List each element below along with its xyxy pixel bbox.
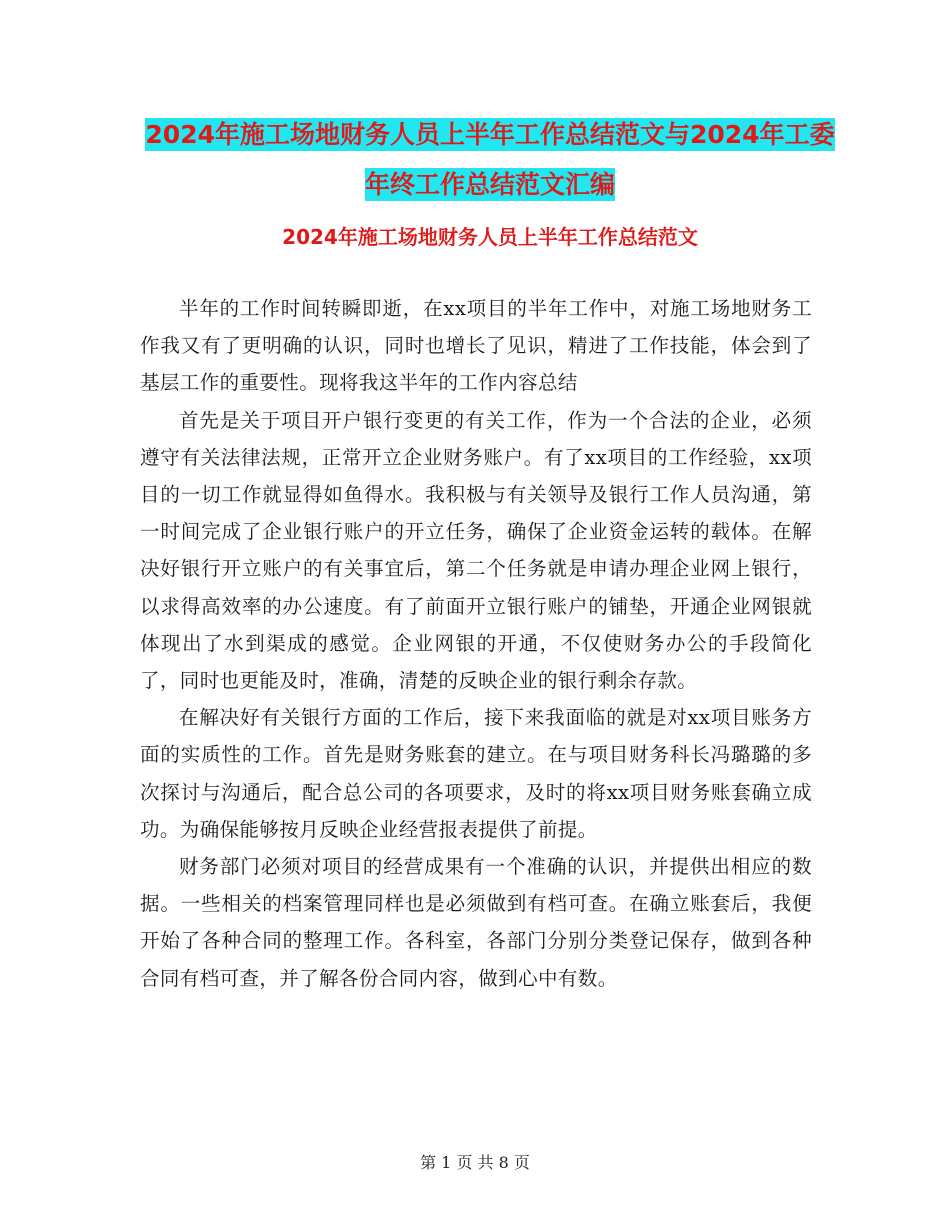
document-main-title [140, 110, 840, 210]
page-number-footer: 第 1 页 共 8 页 [420, 1153, 530, 1172]
paragraph: 财务部门必须对项目的经营成果有一个准确的认识，并提供出相应的数据。一些相关的档案管理同样也是必须做到有档可查。在确立账套后，我便开始了各种合同的整理工作。各科室，各部门分别分类登记保存，做到各种合同有档可查，并了解各份合同内容，做到心中有数。 [140, 855, 812, 990]
section-title: 2024年施工场地财务人员上半年工作总结范文 [282, 225, 698, 249]
paragraph: 首先是关于项目开户银行变更的有关工作，作为一个合法的企业，必须遵守有关法律法规，正常开立企业财务账户。有了xx项目的工作经验，xx项目的一切工作就显得如鱼得水。我积极与有关领导及银行工作人员沟通，第一时间完成了企业银行账户的开立任务，确保了企业资金运转的载体。在解决好银行开立账户的有关事宜后，第二个任务就是申请办理企业网上银行，以求得高效率的办公速度。有了前面开立银行账户的铺垫，开通企业网银就体现出了水到渠成的感觉。企业网银的开通，不仅使财务办公的手段简化了，同时也更能及时，准确，清楚的反映企业的银行剩余存款。 [140, 408, 812, 693]
paragraph: 半年的工作时间转瞬即逝，在xx项目的半年工作中，对施工场地财务工作我又有了更明确的认识，同时也增长了见识，精进了工作技能，体会到了基层工作的重要性。现将我这半年的工作内容总结 [140, 297, 812, 395]
document-body [140, 290, 812, 997]
paragraph: 在解决好有关银行方面的工作后，接下来我面临的就是对xx项目账务方面的实质性的工作。首先是财务账套的建立。在与项目财务科长冯璐璐的多次探讨与沟通后，配合总公司的各项要求，及时的将xx项目财务账套确立成功。为确保能够按月反映企业经营报表提供了前提。 [140, 706, 812, 841]
main-title-highlight: 2024年施工场地财务人员上半年工作总结范文与2024年工委年终工作总结范文汇编 [145, 120, 835, 199]
